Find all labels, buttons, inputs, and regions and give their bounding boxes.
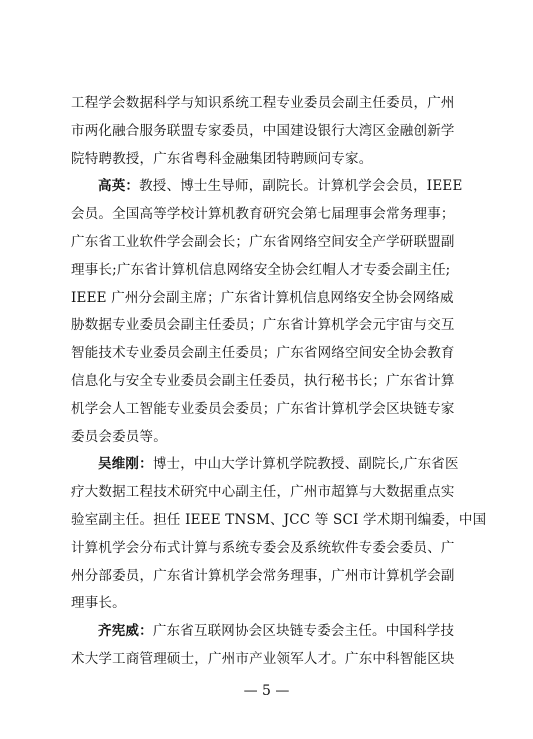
text-segment: 博士，中山大学计算机学院教授、副院长,广东省医 <box>152 456 459 473</box>
document-body <box>71 90 487 674</box>
text-line: 智能技术专业委员会副主任委员；广东省网络空间安全协会教育 <box>71 345 455 362</box>
text-line: 疗大数据工程技术研究中心副主任，广州市超算与大数据重点实 <box>71 484 455 501</box>
paragraph-first-line <box>71 451 463 479</box>
text-line: 机学会人工智能专业委员会委员；广东省计算机学会区块链专家 <box>71 400 455 417</box>
text-line: 计算机学会分布式计算与系统专委会及系统软件专委会委员、广 <box>71 539 455 556</box>
text-line: 验室副主任。担任 IEEE TNSM、JCC 等 SCI 学术期刊编委，中国 <box>71 511 487 528</box>
person-name: 高英： <box>98 178 140 195</box>
text-line: IEEE 广州分会副主席；广东省计算机信息网络安全协会网络威 <box>71 289 454 306</box>
text-line: 信息化与安全专业委员会副主任委员，执行秘书长；广东省计算 <box>71 372 455 389</box>
text-line: 胁数据专业委员会副主任委员；广东省计算机学会元宇宙与交互 <box>71 317 455 334</box>
text-segment: 广东省互联网协会区块链专委会主任。中国科学技 <box>152 623 455 640</box>
text-line: 术大学工商管理硕士，广州市产业领军人才。广东中科智能区块 <box>71 650 455 667</box>
paragraph-qi-xianwei <box>71 618 463 674</box>
paragraph-gao-ying <box>71 173 463 451</box>
person-name: 吴维刚： <box>98 456 153 473</box>
text-line: 院特聘教授，广东省粤科金融集团特聘顾问专家。 <box>71 150 373 167</box>
text-line: 州分部委员，广东省计算机学会常务理事，广州市计算机学会副 <box>71 567 455 584</box>
text-line: 市两化融合服务联盟专家委员，中国建设银行大湾区金融创新学 <box>71 122 455 139</box>
paragraph-continuation <box>71 90 463 173</box>
paragraph-first-line <box>71 173 463 201</box>
text-line: 广东省工业软件学会副会长；广东省网络空间安全产学研联盟副 <box>71 233 455 250</box>
paragraph-wu-weigang <box>71 451 487 618</box>
text-line: 工程学会数据科学与知识系统工程专业委员会副主任委员，广州 <box>71 95 455 111</box>
page-number: — 5 — <box>243 683 290 699</box>
text-line: 委员会委员等。 <box>71 428 167 445</box>
text-line: 会员。全国高等学校计算机教育研究会第七届理事会常务理事； <box>71 206 455 223</box>
person-name: 齐宪威： <box>98 623 153 640</box>
text-line: 理事长;广东省计算机信息网络安全协会红帽人才专委会副主任; <box>71 261 451 278</box>
text-line: 理事长。 <box>71 595 126 612</box>
paragraph-first-line <box>71 618 463 646</box>
text-segment: 教授、博士生导师，副院长。计算机学会会员，IEEE <box>139 178 463 195</box>
